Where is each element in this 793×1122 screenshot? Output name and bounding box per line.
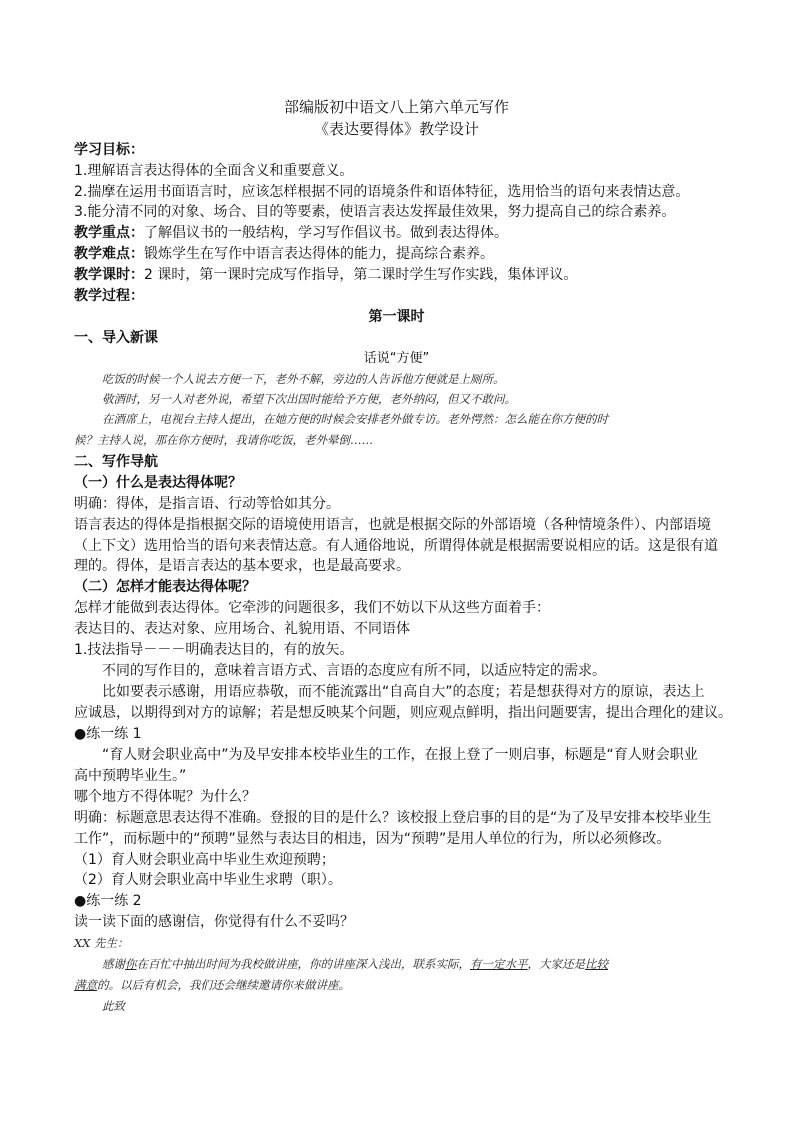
practice-option: （1）育人财会职业高中毕业生欢迎预聘； <box>74 852 335 868</box>
paragraph-line: 怎样才能做到表达得体。它牵涉的问题很多，我们不妨以下从这些方面着手： <box>74 600 550 616</box>
key-point-line <box>74 223 734 243</box>
goal-item: 1.理解语言表达得体的全面含义和重要意义。 <box>74 163 354 179</box>
goal-item: 2.揣摩在运用书面语言时，应该怎样根据不同的语境条件和语体特征，选用恰当的语句来表情达意。 <box>74 184 690 200</box>
letter-marked-text: 有一定水平 <box>470 957 528 971</box>
practice-question: 哪个地方不得体呢？为什么？ <box>74 789 256 805</box>
question-heading: （一）什么是表达得体呢？ <box>74 475 242 491</box>
practice-answer-line: 工作”，而标题中的“预聘”显然与表达目的相违，因为“预聘”是用人单位的行为，所以必须修改。 <box>74 831 671 847</box>
hours-label: 教学课时： <box>74 267 144 283</box>
answer-line: 明确：得体，是指言语、行动等恰如其分。 <box>74 496 340 512</box>
practice-text-line: “育人财会职业高中”为及早安排本校毕业生的工作，在报上登了一则启事，标题是“育人财会职业 <box>102 747 698 763</box>
lesson-title: 第一课时 <box>368 309 425 325</box>
letter-text: ，大家还是 <box>527 957 585 971</box>
goal-item: 3.能分清不同的对象、场合、目的等要素，使语言表达发挥最佳效果，努力提高自己的综合素养。 <box>74 204 676 220</box>
section2-heading: 二、写作导航 <box>74 454 158 470</box>
doc-subtitle: 《表达要得体》教学设计 <box>313 120 479 138</box>
goals-heading: 学习目标： <box>74 142 144 158</box>
difficulty-text: 锻炼学生在写作中语言表达得体的能力，提高综合素养。 <box>144 246 494 262</box>
letter-line <box>74 954 762 974</box>
story-title: 话说“方便” <box>363 351 430 366</box>
paragraph-line: 语言表达的得体是指根据交际的语境使用语言，也就是根据交际的外部语境（各种情境条件）、内部语境 <box>74 517 711 533</box>
letter-marked-text: 满意 <box>74 978 97 992</box>
practice-label: ●练一练 2 <box>74 893 142 909</box>
practice-answer-line: 明确：标题意思表达得不准确。登报的目的是什么？该校报上登启事的目的是“为了及早安排本校毕业生 <box>74 810 712 826</box>
story-line: 敬酒时，另一人对老外说，希望下次出国时能给予方便，老外纳闷，但又不敢问。 <box>102 392 516 406</box>
practice-prompt: 读一读下面的感谢信，你觉得有什么不妥吗？ <box>74 914 354 930</box>
key-point-text: 了解倡议书的一般结构，学习写作倡议书。做到表达得体。 <box>144 225 508 241</box>
paragraph-line: 表达目的、表达对象、应用场合、礼貌用语、不同语体 <box>74 621 410 637</box>
letter-text: 感谢 <box>102 957 125 971</box>
difficulty-line <box>74 244 734 264</box>
letter-marked-text: 比较 <box>585 957 608 971</box>
letter-line <box>74 975 734 995</box>
story-line: 在酒席上，电视台主持人提出，在她方便的时候会安排老外做专访。老外愕然：怎么能在你方便的时 <box>102 412 608 426</box>
question-heading: （二）怎样才能表达得体呢？ <box>74 579 256 595</box>
practice-label: ●练一练 1 <box>74 726 142 742</box>
practice-text-line: 高中预聘毕业生。” <box>74 768 187 784</box>
story-line: 吃饭的时候一个人说去方便一下，老外不解，旁边的人告诉他方便就是上厕所。 <box>102 372 505 386</box>
paragraph-line: 理的。得体，是语言表达的基本要求，也是最高要求。 <box>74 558 410 574</box>
key-point-label: 教学重点： <box>74 225 144 241</box>
section1-heading: 一、导入新课 <box>74 330 158 346</box>
practice-option: （2）育人财会职业高中毕业生求聘（职）。 <box>74 872 342 888</box>
paragraph-line: 应诚恳，以期得到对方的谅解；若是想反映某个问题，则应观点鲜明，指出问题要害，提出合理化的建议。 <box>74 705 732 721</box>
process-heading: 教学过程： <box>74 288 144 304</box>
difficulty-label: 教学难点： <box>74 246 144 262</box>
letter-salutation: XX 先生： <box>74 936 129 950</box>
technique-line: 1.技法指导－－－明确表达目的，有的放矢。 <box>74 642 354 658</box>
hours-text: 2 课时，第一课时完成写作指导，第二课时学生写作实践，集体评议。 <box>144 267 578 283</box>
paragraph-line: 不同的写作目的，意味着言语方式、言语的态度应有所不同，以适应特定的需求。 <box>102 663 606 679</box>
letter-text: 的。以后有机会，我们还会继续邀请你来做讲座。 <box>97 978 350 992</box>
letter-closing: 此致 <box>102 999 125 1013</box>
doc-title: 部编版初中语文八上第六单元写作 <box>283 98 509 116</box>
paragraph-line: 比如要表示感谢，用语应恭敬，而不能流露出“自高自大”的态度；若是想获得对方的原谅，表达上 <box>102 684 705 700</box>
letter-text: 在百忙中抽出时间为我校做讲座，你的讲座深入浅出，联系实际， <box>136 957 470 971</box>
story-line: 候？主持人说，那在你方便时，我请你吃饭，老外晕倒…… <box>74 433 373 447</box>
hours-line <box>74 265 734 285</box>
letter-marked-text: 你 <box>125 957 137 971</box>
paragraph-line: （上下文）选用恰当的语句来表情达意。有人通俗地说，所谓得体就是根据需要说相应的话。这是很有道 <box>74 538 718 554</box>
